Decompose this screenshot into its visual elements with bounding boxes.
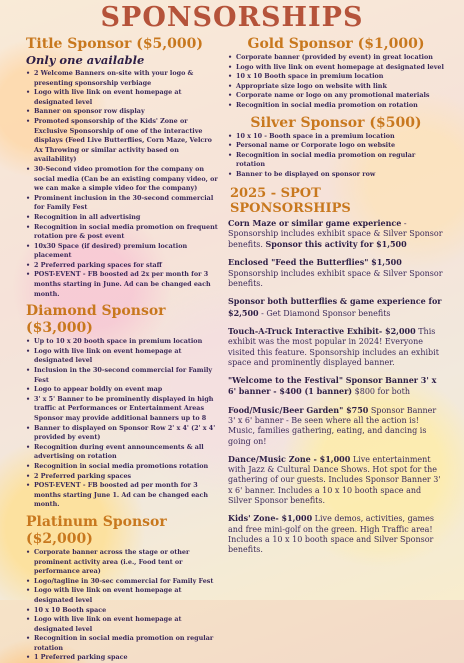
spot-sponsorship-entry [228,375,444,398]
benefit-item: • Corporate banner (provided by event) in great location [228,53,444,63]
benefit-item: • 2 Welcome Banners on-site with your logo & presenting sponsorship verbiage [26,69,222,88]
benefit-item: • Logo with live link on event homepage at designated level [228,63,444,73]
benefit-item: • 10 x 10 - Booth space in a premium location [228,132,444,142]
spot-entry-title: Enclosed "Feed the Butterflies" $1,500 [228,257,402,268]
benefit-item: • 10x30 Space (if desired) premium location placement [26,242,222,261]
spot-entry-description: Live demos, activities, games and free mini-golf on the green. High Traffic area! Includes a 10 x 10 booth space and Silver Sponsor benefits. [228,514,434,555]
benefit-item: • Logo to appear boldly on event map [26,385,222,395]
benefit-item: • 1 Preferred parking space [26,653,222,663]
silver-sponsor-benefits [228,132,444,180]
spot-sponsorship-entry [228,296,444,319]
spot-sponsorship-entry [228,513,444,555]
benefit-item: • Recognition in social media promotions rotation [26,462,222,472]
benefit-item: • Logo with live link on event homepage at designated level [26,347,222,366]
benefit-item: • Logo with live link on event homepage at designated level [26,586,222,605]
spot-entry-description: - Get Diamond Sponsor benefits [258,308,391,318]
benefit-item: • 10 x 10 Booth space [26,606,222,616]
benefit-item: • POST-EVENT - FB boosted ad 2x per month for 3 months starting in June. Ad can be changed each month. [26,270,222,299]
spot-entry-title: "Welcome to the Festival" Sponsor Banner 3' x 6' banner - $400 (1 banner) [228,375,437,397]
benefit-item: • 3' x 5' Banner to be prominently displayed in high traffic at Performances or Entertainment Areas Sponsor may provide additional banners up to 8 [26,395,222,424]
spot-entry-description: $800 for both [352,387,410,397]
spot-entry-price: Sponsor this activity for $1,500 [265,239,407,250]
spot-entry-description: Sponsorship includes exhibit space & Silver Sponsor benefits. [228,268,443,289]
benefit-item: • Banner on sponsor row display [26,107,222,117]
benefit-item: • Inclusion in the 30-second commercial for Family Fest [26,366,222,385]
benefit-item: • 30-Second video promotion for the company on social media (Can be an existing company video, or we can make a simple video for the company) [26,165,222,194]
spot-sponsorships-heading: 2025 - SPOT SPONSORSHIPS [230,185,351,216]
spot-entry-title: Touch-A-Truck Interactive Exhibit- $2,000 [228,325,416,336]
benefit-item: • Personal name or Corporate logo on website [228,141,444,151]
benefit-item: • Promoted sponsorship of the Kids' Zone or Exclusive Sponsorship of one of the interactive displays (Feed Live Butterflies, Corn Maze, Velcro Ax Throwing or similar activity based on availability) [26,117,222,165]
benefit-item: • Logo/tagline in 30-sec commercial for Family Fest [26,577,222,587]
platinum-sponsor-heading: Platinum Sponsor ($2,000) [26,513,167,547]
benefit-item: • Banner to displayed on Sponsor Row 2' x 4' (2' x 4' provided by event) [26,424,222,443]
spot-entry-title: Kids' Zone- $1,000 [228,513,313,524]
spot-entry-description: Live entertainment with Jazz & Cultural Dance Shows. Hot spot for the gathering of our guests. Includes Sponsor Banner 3' x 6' banner. Includes a 10 x 10 booth space and Silver Sponsor benefits. [228,454,441,506]
benefit-item: • Recognition during event announcements & all advertising on rotation [26,443,222,462]
benefit-item: • Logo with live link on event homepage at designated level [26,615,222,634]
spot-entry-description: Sponsor Banner 3' x 6' banner - Be seen where all the action is! Music, families gathering, eating, and dancing is going on! [228,405,437,446]
spot-sponsorship-entry [228,454,444,506]
title-sponsor-benefits [26,69,222,299]
spot-entry-title: Dance/Music Zone - $1,000 [228,453,351,464]
benefit-item: • POST-EVENT - FB boosted ad per month for 3 months starting June 1. Ad can be changed each month. [26,481,222,510]
spot-entry-description: This exhibit was the most popular in 2024! Everyone visited this feature. Sponsorship includes an exhibit space and prominently displayed banner. [228,326,439,367]
benefit-item: • Banner to be displayed on sponsor row [228,170,444,180]
spot-sponsorships-list [228,218,444,556]
benefit-item: • Recognition in social media promotion on regular rotation [228,151,444,170]
spot-entry-title: Corn Maze or similar game experience [228,217,402,228]
page-title: SPONSORSHIPS [100,2,364,33]
benefit-item: • Corporate banner across the stage or other prominent activity area (i.e., Food tent or performance area) [26,548,222,577]
benefit-item: • Prominent inclusion in the 30-second commercial for Family Fest [26,194,222,213]
benefit-item: • 10 x 10 Booth space in premium location [228,72,444,82]
title-sponsor-heading: Title Sponsor ($5,000) [26,36,204,52]
benefit-item: • Recognition in all advertising [26,213,222,223]
benefit-item: • Recognition in social media promotion on rotation [228,101,444,111]
benefit-item: • 2 Preferred parking spaces for staff [26,261,222,271]
spot-sponsorship-entry [228,257,444,289]
benefit-item: • Logo with live link on event homepage at designated level [26,88,222,107]
spot-sponsorship-entry [228,326,444,368]
right-column [228,36,444,563]
benefit-item: • Appropriate size logo on website with link [228,82,444,92]
gold-sponsor-benefits [228,53,444,111]
spot-sponsorship-entry [228,218,444,251]
spot-sponsorship-entry [228,405,444,447]
spot-entry-title: Sponsor both butterflies & game experience for $2,500 [228,296,442,318]
benefit-item: • Up to 10 x 20 booth space in premium location [26,337,222,347]
left-column [26,36,222,663]
title-sponsor-subheading: Only one available [26,53,145,67]
benefit-item: • Corporate name or logo on any promotional materials [228,91,444,101]
platinum-sponsor-benefits [26,548,222,663]
diamond-sponsor-benefits [26,337,222,510]
benefit-item: • Recognition in social media promotion on frequent rotation pre & post event [26,223,222,242]
spot-entry-description: - Sponsorship includes exhibit space & Silver Sponsor benefits. [228,218,443,250]
silver-sponsor-heading: Silver Sponsor ($500) [250,114,422,131]
spot-entry-title: Food/Music/Beer Garden" $750 [228,404,369,415]
benefit-item: • 2 Preferred parking spaces [26,472,222,482]
gold-sponsor-heading: Gold Sponsor ($1,000) [247,36,425,52]
benefit-item: • Recognition in social media promotion on regular rotation [26,634,222,653]
diamond-sponsor-heading: Diamond Sponsor ($3,000) [26,303,166,337]
